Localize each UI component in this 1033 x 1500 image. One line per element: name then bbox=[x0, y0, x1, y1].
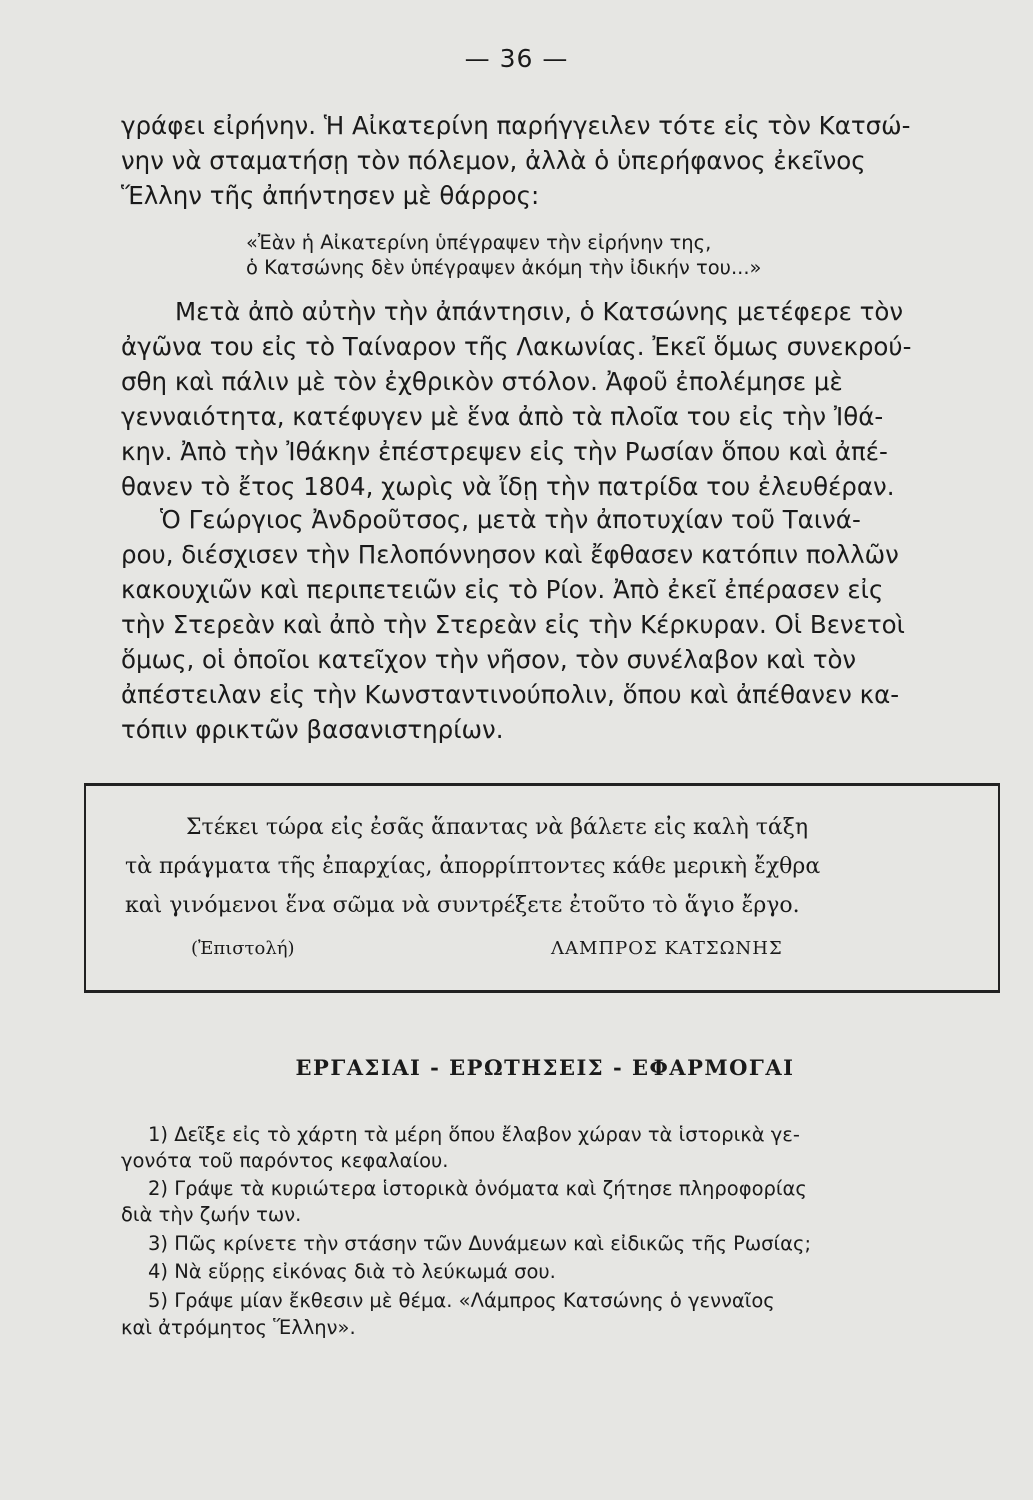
exercises-heading: ΕΡΓΑΣΙΑΙ - ΕΡΩΤΗΣΕΙΣ - ΕΦΑΡΜΟΓΑΙ bbox=[295, 1055, 795, 1080]
exercise-line-6: 4) Νὰ εὕρῃς εἰκόνας διὰ τὸ λεύκωμά σου. bbox=[148, 1260, 556, 1283]
box-line-2: τὰ πράγματα τῆς ἐπαρχίας, ἀπορρίπτοντες κάθε μερικὴ ἔχθρα bbox=[125, 854, 821, 879]
paragraph1-line-1 bbox=[121, 111, 1017, 141]
paragraph3-line-5: ὅμως, οἱ ὁποῖοι κατεῖχον τὴν νῆσον, τὸν συνέλαβον καὶ τὸν bbox=[121, 645, 857, 674]
exercise-line-7: 5) Γράψε μίαν ἔκθεσιν μὲ θέμα. «Λάμπρος Κατσώνης ὁ γενναῖος bbox=[148, 1289, 775, 1312]
box-line-1: Στέκει τώρα εἰς ἐσᾶς ἅπαντας νὰ βάλετε εἰς καλὴ τάξη bbox=[186, 815, 809, 840]
paragraph2-line-6: θανεν τὸ ἔτος 1804, χωρὶς νὰ ἴδῃ τὴν πατρίδα του ἐλευθέραν. bbox=[121, 472, 895, 501]
page-number: — 36 — bbox=[464, 44, 569, 73]
paragraph3-line-3: κακουχιῶν καὶ περιπετειῶν εἰς τὸ Ρίον. Ἀπὸ ἐκεῖ ἐπέρασεν εἰς bbox=[121, 575, 884, 604]
paragraph1-line-2-text: νην νὰ σταματήσῃ τὸν πόλεμον, ἀλλὰ ὁ ὑπερήφανος ἐκεῖνος bbox=[121, 146, 866, 175]
paragraph3-line-6: ἀπέστειλαν εἰς τὴν Κωνσταντινούπολιν, ὅπου καὶ ἀπέθανεν κα- bbox=[121, 680, 900, 709]
paragraph2-line-4: γενναιότητα, κατέφυγεν μὲ ἕνα ἀπὸ τὰ πλοῖα του εἰς τὴν Ἰθά- bbox=[121, 402, 884, 431]
quote-box bbox=[84, 783, 1000, 993]
exercise-line-4: διὰ τὴν ζωήν των. bbox=[121, 1203, 302, 1226]
paragraph2-line-1: Μετὰ ἀπὸ αὐτὴν τὴν ἀπάντησιν, ὁ Κατσώνης μετέφερε τὸν bbox=[175, 297, 904, 326]
paragraph1-line-1-text: γράφει εἰρήνην. Ἡ Αἰκατερίνη παρήγγειλεν τότε εἰς τὸν Κατσώ- bbox=[121, 111, 911, 140]
quote-line-1: «Ἐὰν ἡ Αἰκατερίνη ὑπέγραψεν τὴν εἰρήνην της, bbox=[246, 231, 712, 254]
paragraph1-line-2 bbox=[121, 146, 1017, 176]
exercise-line-3: 2) Γράψε τὰ κυριώτερα ἱστορικὰ ὀνόματα καὶ ζήτησε πληροφορίας bbox=[148, 1177, 807, 1200]
paragraph3-line-4: τὴν Στερεὰν καὶ ἀπὸ τὴν Στερεὰν εἰς τὴν Κέρκυραν. Οἱ Βενετοὶ bbox=[121, 610, 905, 639]
paragraph2-line-5: κην. Ἀπὸ τὴν Ἰθάκην ἐπέστρεψεν εἰς τὴν Ρωσίαν ὅπου καὶ ἀπέ- bbox=[121, 437, 888, 466]
exercise-line-5: 3) Πῶς κρίνετε τὴν στάσην τῶν Δυνάμεων καὶ εἰδικῶς τῆς Ρωσίας; bbox=[148, 1232, 812, 1255]
paragraph3-line-1: Ὁ Γεώργιος Ἀνδροῦτσος, μετὰ τὴν ἀποτυχίαν τοῦ Ταινά- bbox=[160, 505, 861, 534]
paragraph2-line-3: σθη καὶ πάλιν μὲ τὸν ἐχθρικὸν στόλον. Ἀφοῦ ἐπολέμησε μὲ bbox=[121, 367, 843, 396]
exercise-line-8: καὶ ἀτρόμητος Ἕλλην». bbox=[121, 1316, 356, 1339]
paragraph2-line-2: ἀγῶνα του εἰς τὸ Ταίναρον τῆς Λακωνίας. Ἐκεῖ ὅμως συνεκρού- bbox=[121, 332, 912, 361]
box-line-3: καὶ γινόμενοι ἕνα σῶμα νὰ συντρέξετε ἐτοῦτο τὸ ἅγιο ἔργο. bbox=[125, 893, 800, 918]
box-source: (Ἐπιστολή) bbox=[191, 938, 295, 959]
paragraph3-line-2: ρου, διέσχισεν τὴν Πελοπόννησον καὶ ἔφθασεν κατόπιν πολλῶν bbox=[121, 540, 899, 569]
quote-line-2: ὁ Κατσώνης δὲν ὑπέγραψεν ἀκόμη τὴν ἰδικήν του...» bbox=[246, 256, 762, 279]
box-author: ΛΑΜΠΡΟΣ ΚΑΤΣΩΝΗΣ bbox=[551, 938, 783, 959]
paragraph1-line-3: Ἕλλην τῆς ἀπήντησεν μὲ θάρρος: bbox=[121, 181, 540, 210]
exercise-line-1: 1) Δεῖξε εἰς τὸ χάρτη τὰ μέρη ὅπου ἔλαβον χώραν τὰ ἱστορικὰ γε- bbox=[148, 1123, 800, 1146]
exercise-line-2: γονότα τοῦ παρόντος κεφαλαίου. bbox=[121, 1149, 449, 1172]
paragraph3-line-7: τόπιν φρικτῶν βασανιστηρίων. bbox=[121, 715, 504, 744]
